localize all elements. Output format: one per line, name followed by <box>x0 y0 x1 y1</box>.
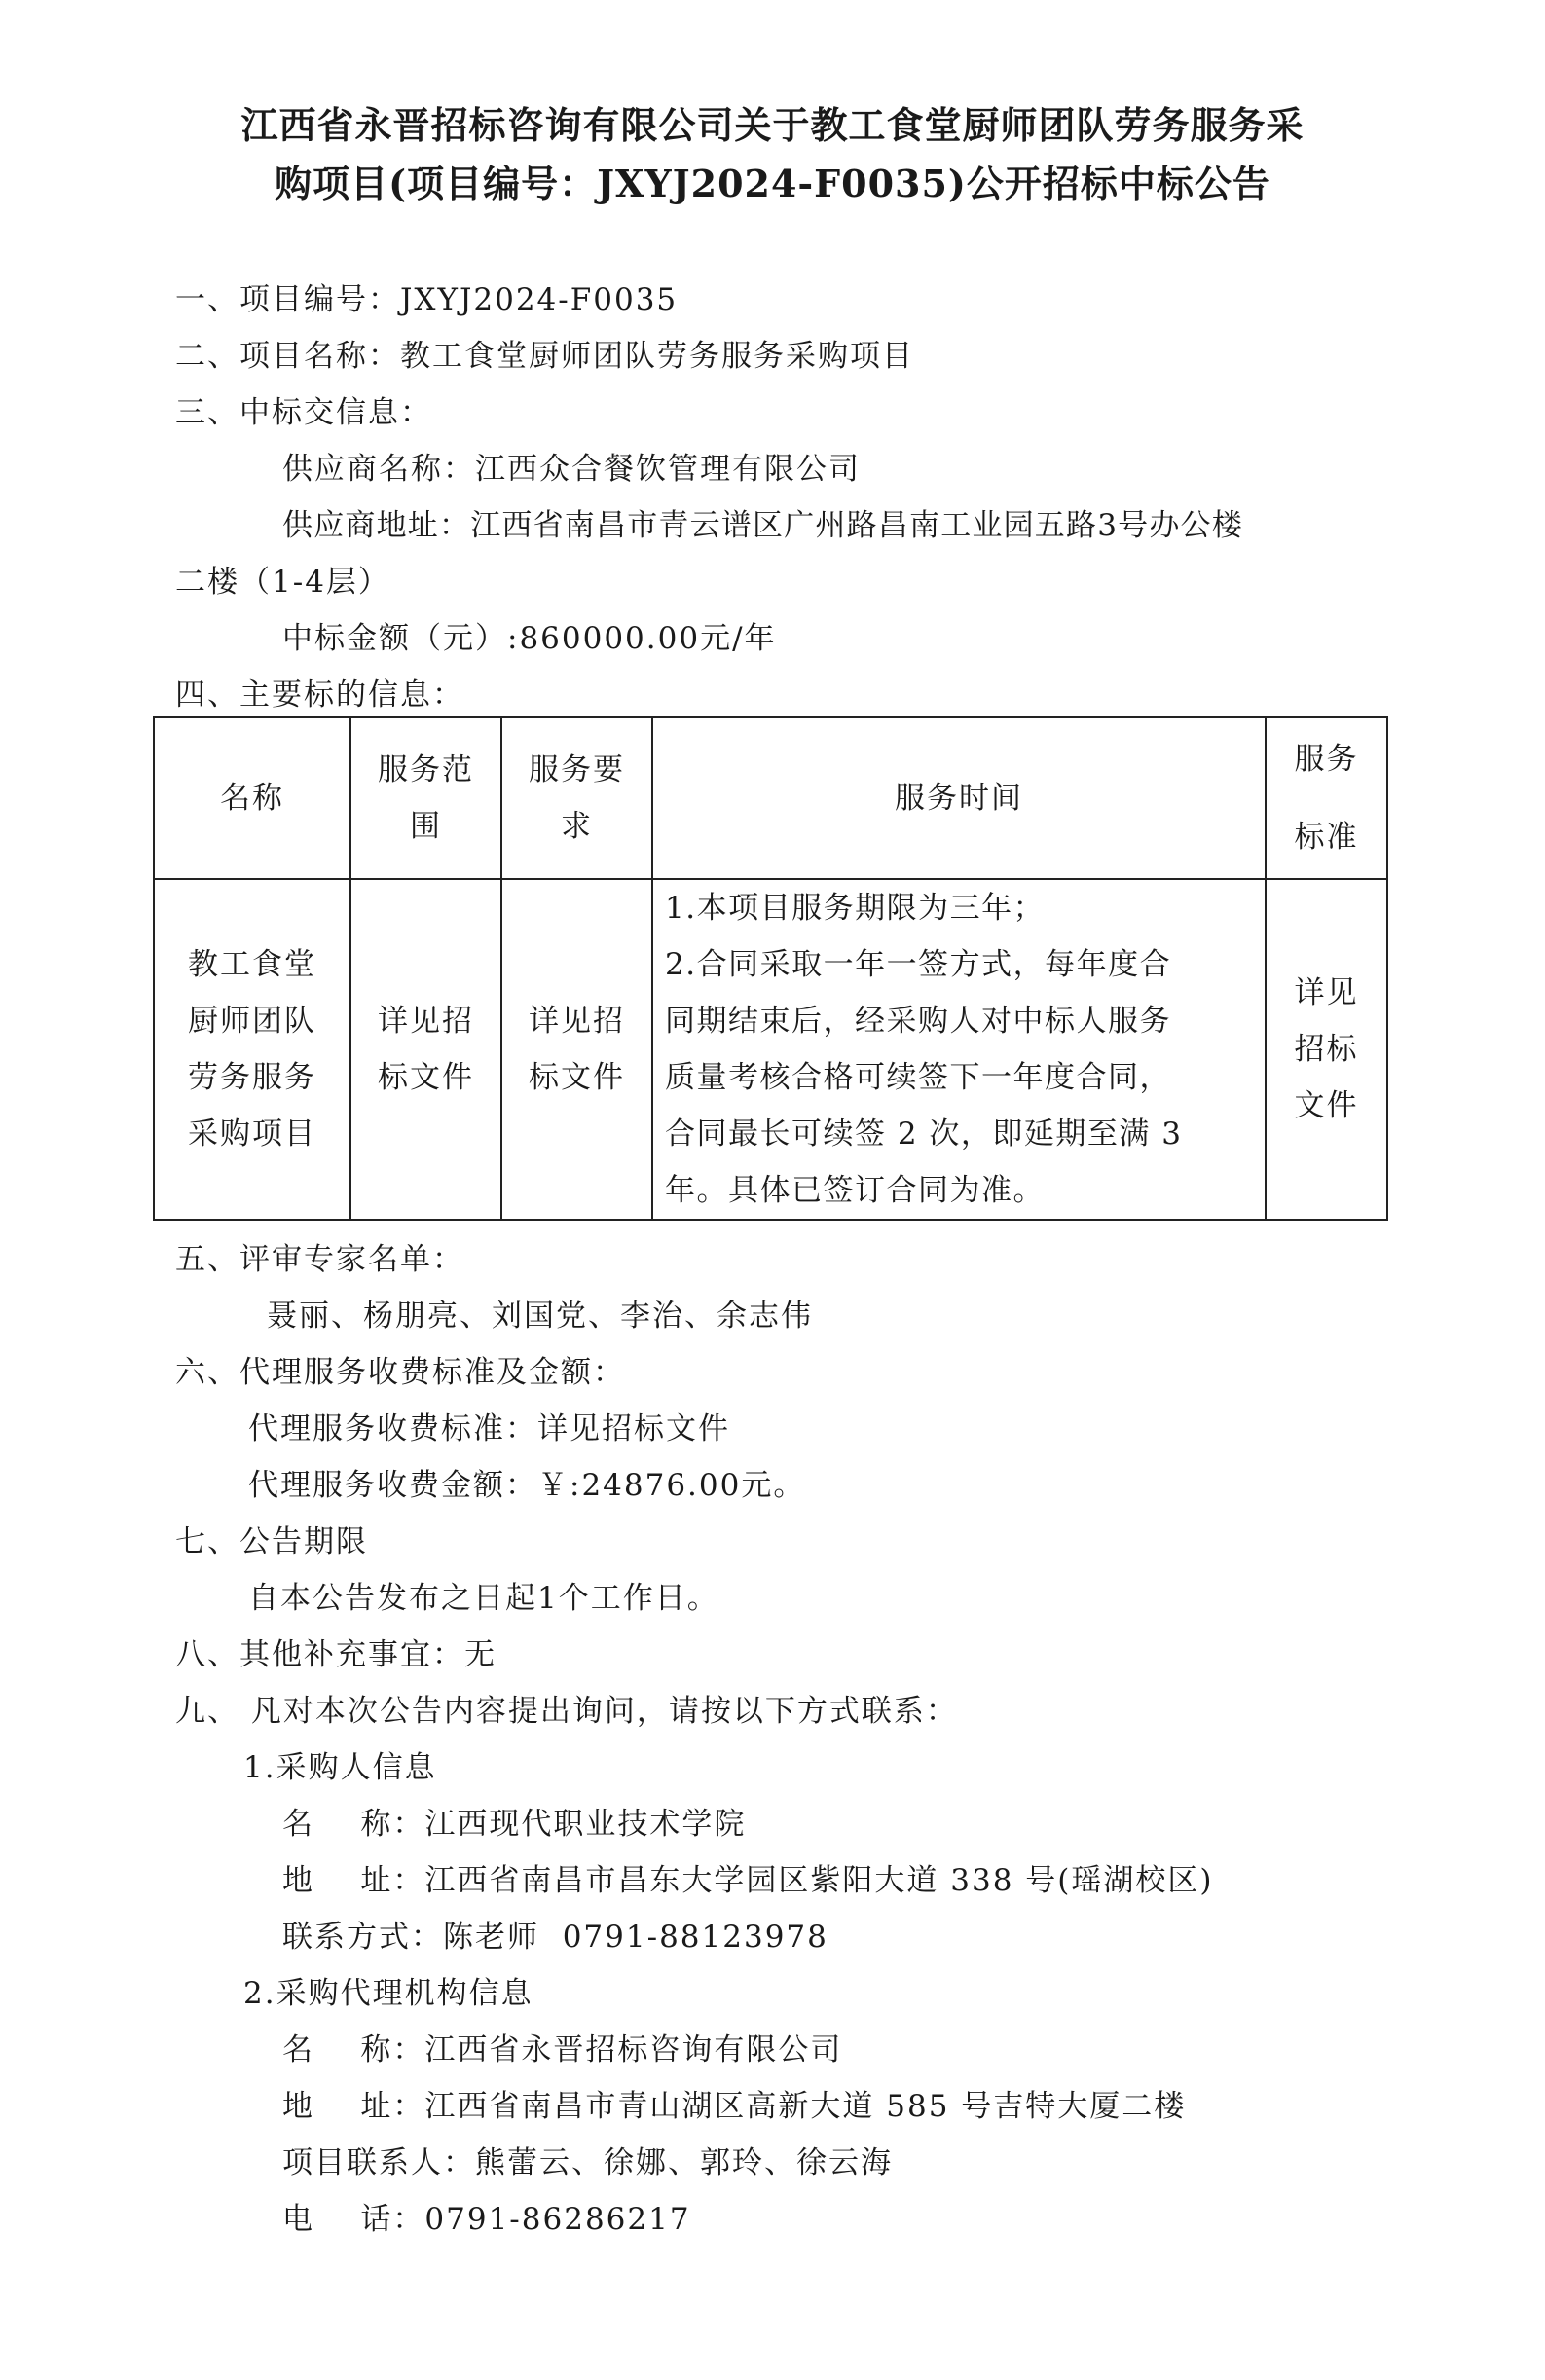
supplier-address-continued: 二楼（1-4层） <box>175 565 390 600</box>
agency-phone: 电 话：0791-86286217 <box>282 2202 691 2237</box>
purchaser-name: 名 称：江西现代职业技术学院 <box>282 1807 747 1842</box>
section-1-project-number: 一、项目编号：JXYJ2024-F0035 <box>175 282 679 317</box>
purchaser-contact: 联系方式：陈老师 0791-88123978 <box>282 1920 828 1955</box>
agency-name: 名 称：江西省永晋招标咨询有限公司 <box>282 2032 843 2068</box>
agency-info-heading: 2.采购代理机构信息 <box>243 1976 533 2011</box>
title-line-1: 江西省永晋招标咨询有限公司关于教工食堂厨师团队劳务服务采 <box>240 103 1305 147</box>
section-4-heading: 四、主要标的信息： <box>175 677 464 713</box>
header-requirement: 服务要 求 <box>529 752 625 844</box>
section-6-heading: 六、代理服务收费标准及金额： <box>175 1355 625 1390</box>
title-line-2: 购项目(项目编号：JXYJ2024-F0035)公开招标中标公告 <box>275 162 1270 205</box>
agency-contacts: 项目联系人：熊蕾云、徐娜、郭玲、徐云海 <box>282 2145 893 2180</box>
row-project-name: 教工食堂 厨师团队 劳务服务 采购项目 <box>188 947 316 1152</box>
section-5-heading: 五、评审专家名单： <box>175 1242 464 1277</box>
agency-address: 地 址：江西省南昌市青山湖区高新大道 585 号吉特大厦二楼 <box>282 2089 1187 2124</box>
agency-fee-amount: 代理服务收费金额：￥:24876.00元。 <box>248 1468 806 1503</box>
purchaser-address: 地 址：江西省南昌市昌东大学园区紫阳大道 338 号(瑶湖校区) <box>282 1863 1214 1898</box>
section-3-heading: 三、中标交信息： <box>175 395 432 430</box>
section-8-other: 八、其他补充事宜：无 <box>175 1637 497 1672</box>
row-service-time: 1.本项目服务期限为三年； 2.合同采取一年一签方式，每年度合 同期结束后，经采购人对中标人服务 质量考核合格可续签下一年度合同， 合同最长可续签 2 次，即延期至满 3 年。具体已签订合同为准。 <box>665 891 1183 1208</box>
section-9-heading: 九、 凡对本次公告内容提出询问，请按以下方式联系： <box>175 1694 958 1729</box>
header-name: 名称 <box>220 781 284 816</box>
agency-fee-standard: 代理服务收费标准：详见招标文件 <box>248 1411 730 1446</box>
supplier-name: 供应商名称：江西众合餐饮管理有限公司 <box>282 452 861 487</box>
header-service-time: 服务时间 <box>895 781 1023 816</box>
purchaser-info-heading: 1.采购人信息 <box>243 1750 437 1785</box>
notice-period-text: 自本公告发布之日起1个工作日。 <box>248 1581 719 1616</box>
supplier-address: 供应商地址：江西省南昌市青云谱区广州路昌南工业园五路3号办公楼 <box>282 508 1243 543</box>
winning-amount: 中标金额（元）:860000.00元/年 <box>282 621 777 656</box>
row-requirement: 详见招 标文件 <box>529 1004 625 1095</box>
header-standard: 服务 标准 <box>1294 742 1359 855</box>
expert-list: 聂丽、杨朋亮、刘国党、李治、余志伟 <box>267 1299 813 1334</box>
subject-info-table <box>153 716 1388 1221</box>
row-standard: 详见 招标 文件 <box>1294 975 1359 1123</box>
row-scope: 详见招 标文件 <box>378 1004 474 1095</box>
section-7-heading: 七、公告期限 <box>175 1524 368 1559</box>
section-2-project-name: 二、项目名称：教工食堂厨师团队劳务服务采购项目 <box>175 339 914 374</box>
header-scope: 服务范 围 <box>378 752 474 844</box>
